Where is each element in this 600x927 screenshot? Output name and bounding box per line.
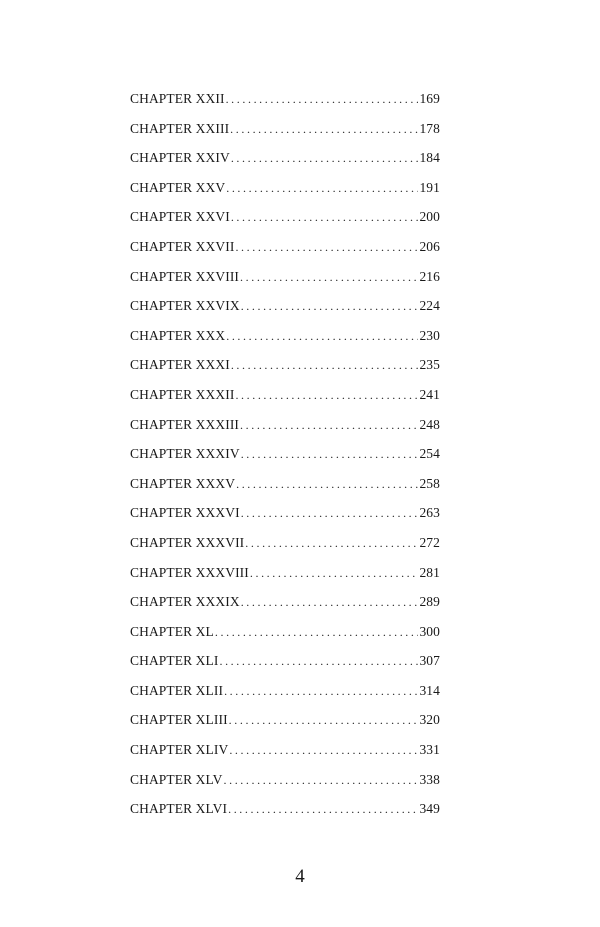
toc-entry-page: 216 [419,268,440,284]
toc-leader-dots [224,773,419,788]
toc-entry [130,209,440,239]
toc-entry-page: 349 [419,801,440,817]
toc-entry-page: 224 [419,298,440,314]
toc-entry-page: 178 [419,120,440,136]
toc-entry [130,328,440,358]
toc-entry [130,150,440,180]
toc-leader-dots [219,654,418,669]
toc-entry [130,476,440,506]
toc-leader-dots [229,713,419,728]
toc-leader-dots [226,92,419,107]
toc-leader-dots [245,536,418,551]
table-of-contents [130,91,440,831]
toc-entry-page: 300 [419,623,440,639]
toc-leader-dots [231,210,419,225]
toc-entry-title: CHAPTER XXXVII [130,534,245,550]
toc-entry-page: 263 [419,505,440,521]
toc-leader-dots [231,358,419,373]
toc-entry [130,535,440,565]
toc-leader-dots [241,299,419,314]
toc-entry-page: 206 [419,238,440,254]
toc-entry-page: 248 [419,416,440,432]
toc-leader-dots [241,595,419,610]
toc-entry-page: 272 [419,534,440,550]
toc-entry-title: CHAPTER XXVII [130,238,235,254]
toc-entry-page: 230 [419,327,440,343]
toc-entry-title: CHAPTER XXIII [130,120,230,136]
toc-leader-dots [240,270,418,285]
toc-entry-title: CHAPTER XXXI [130,357,230,373]
toc-entry-page: 331 [419,742,440,758]
toc-entry-title: CHAPTER XXV [130,179,226,195]
toc-entry [130,298,440,328]
toc-entry [130,180,440,210]
toc-entry-title: CHAPTER XLIV [130,742,229,758]
toc-entry-page: 281 [419,564,440,580]
toc-entry-title: CHAPTER XXVIII [130,268,240,284]
toc-leader-dots [235,388,418,403]
toc-leader-dots [231,151,419,166]
toc-leader-dots [226,329,418,344]
toc-entry-title: CHAPTER XXXV [130,475,236,491]
toc-entry-title: CHAPTER XL [130,623,214,639]
toc-entry-page: 235 [419,357,440,373]
toc-entry-page: 307 [419,653,440,669]
toc-entry-page: 184 [419,150,440,166]
toc-entry-title: CHAPTER XXXIV [130,446,240,462]
toc-entry-page: 289 [419,594,440,610]
toc-entry-title: CHAPTER XLIII [130,712,228,728]
toc-leader-dots [224,684,418,699]
toc-entry-title: CHAPTER XXXIX [130,594,240,610]
toc-entry-title: CHAPTER XLI [130,653,219,669]
toc-entry [130,417,440,447]
toc-entry-title: CHAPTER XLVI [130,801,228,817]
toc-leader-dots [215,625,419,640]
toc-entry [130,565,440,595]
toc-leader-dots [236,477,418,492]
toc-entry-title: CHAPTER XXXVI [130,505,240,521]
toc-entry-title: CHAPTER XXXVIII [130,564,249,580]
toc-entry-page: 314 [419,682,440,698]
toc-entry-page: 258 [419,475,440,491]
toc-entry [130,505,440,535]
toc-entry-page: 320 [419,712,440,728]
toc-entry-title: CHAPTER XXX [130,327,226,343]
toc-entry-title: CHAPTER XXIV [130,150,230,166]
toc-entry [130,121,440,151]
toc-entry [130,683,440,713]
toc-leader-dots [240,418,418,433]
toc-entry [130,801,440,831]
toc-entry [130,742,440,772]
toc-entry [130,594,440,624]
toc-entry [130,653,440,683]
toc-entry-title: CHAPTER XXXII [130,386,235,402]
toc-leader-dots [241,506,419,521]
toc-entry-page: 169 [419,91,440,106]
toc-leader-dots [230,122,418,137]
toc-leader-dots [229,743,418,758]
toc-entry-page: 241 [419,386,440,402]
toc-entry-title: CHAPTER XXVIX [130,298,240,314]
toc-entry [130,624,440,654]
toc-leader-dots [241,447,419,462]
toc-entry [130,387,440,417]
page-number: 4 [295,866,305,887]
toc-entry-title: CHAPTER XLII [130,682,224,698]
toc-entry-title: CHAPTER XLV [130,771,223,787]
toc-entry [130,712,440,742]
toc-entry-page: 191 [419,179,440,195]
toc-leader-dots [226,181,418,196]
toc-entry [130,91,440,121]
toc-leader-dots [235,240,418,255]
toc-entry [130,772,440,802]
toc-entry-page: 200 [419,209,440,225]
toc-entry-page: 338 [419,771,440,787]
toc-leader-dots [250,566,419,581]
toc-entry-title: CHAPTER XXXIII [130,416,240,432]
toc-entry [130,446,440,476]
toc-entry-title: CHAPTER XXVI [130,209,230,225]
toc-entry-page: 254 [419,446,440,462]
toc-entry [130,239,440,269]
toc-entry [130,269,440,299]
toc-entry-title: CHAPTER XXII [130,91,225,106]
toc-leader-dots [228,802,418,817]
toc-entry [130,357,440,387]
